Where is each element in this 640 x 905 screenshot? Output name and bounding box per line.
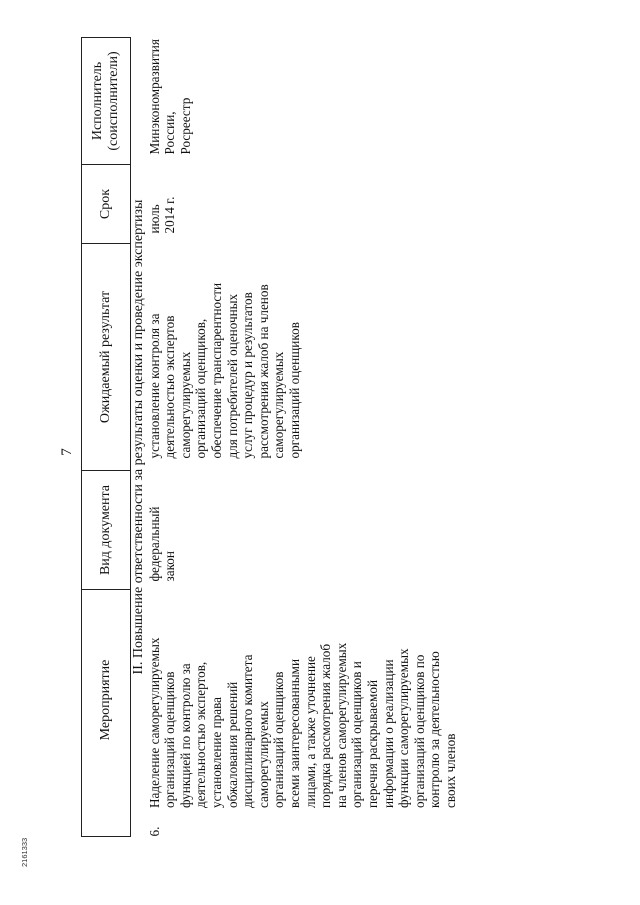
header-result: Ожидаемый результат	[82, 244, 131, 471]
page-number: 7	[59, 448, 75, 456]
document-id-stamp	[20, 815, 60, 875]
document-id: 2161333	[20, 837, 29, 867]
table-header-row	[82, 38, 131, 837]
header-num-spacer	[82, 810, 131, 837]
row-executor: Минэкономразвития России, Росреестр	[146, 39, 193, 155]
row-event: Наделение саморегулируемых организаций оценщиков функцией по контролю за деятельностью экспертов, установление права обжалования решений дисциплинарного комитета саморегулируемых организаций оценщиков всеми заинтересованными лицами, а также уточнение порядка рассмотрения жалоб на членов саморегулируемых организаций оценщиков и перечня раскрываемой информации о реализации функции саморегулируемых организаций оценщиков по контролю за деятельностью своих членов	[146, 637, 458, 808]
row-doc-type: федеральный закон	[146, 506, 178, 582]
header-event: Мероприятие	[82, 590, 131, 811]
section-title: II. Повышение ответственности за результаты оценки и проведение экспертизы	[131, 199, 146, 675]
measures-table	[81, 37, 458, 837]
row-result: установление контроля за деятельностью экспертов саморегулируемых организаций оценщиков, обеспечение транспарентности для потребителей оценочных услуг процедур и результатов рассмотрения жалоб на членов саморегулируемых организаций оценщиков	[146, 282, 302, 459]
header-term: Срок	[82, 165, 131, 244]
header-executor: Исполнитель (соисполнители)	[82, 38, 131, 165]
table-row	[147, 38, 459, 837]
section-row	[131, 38, 147, 837]
row-term: июль 2014 г.	[146, 196, 178, 234]
header-doc-type: Вид документа	[82, 471, 131, 590]
row-number: 6.	[146, 826, 162, 837]
rotated-content	[59, 12, 619, 892]
